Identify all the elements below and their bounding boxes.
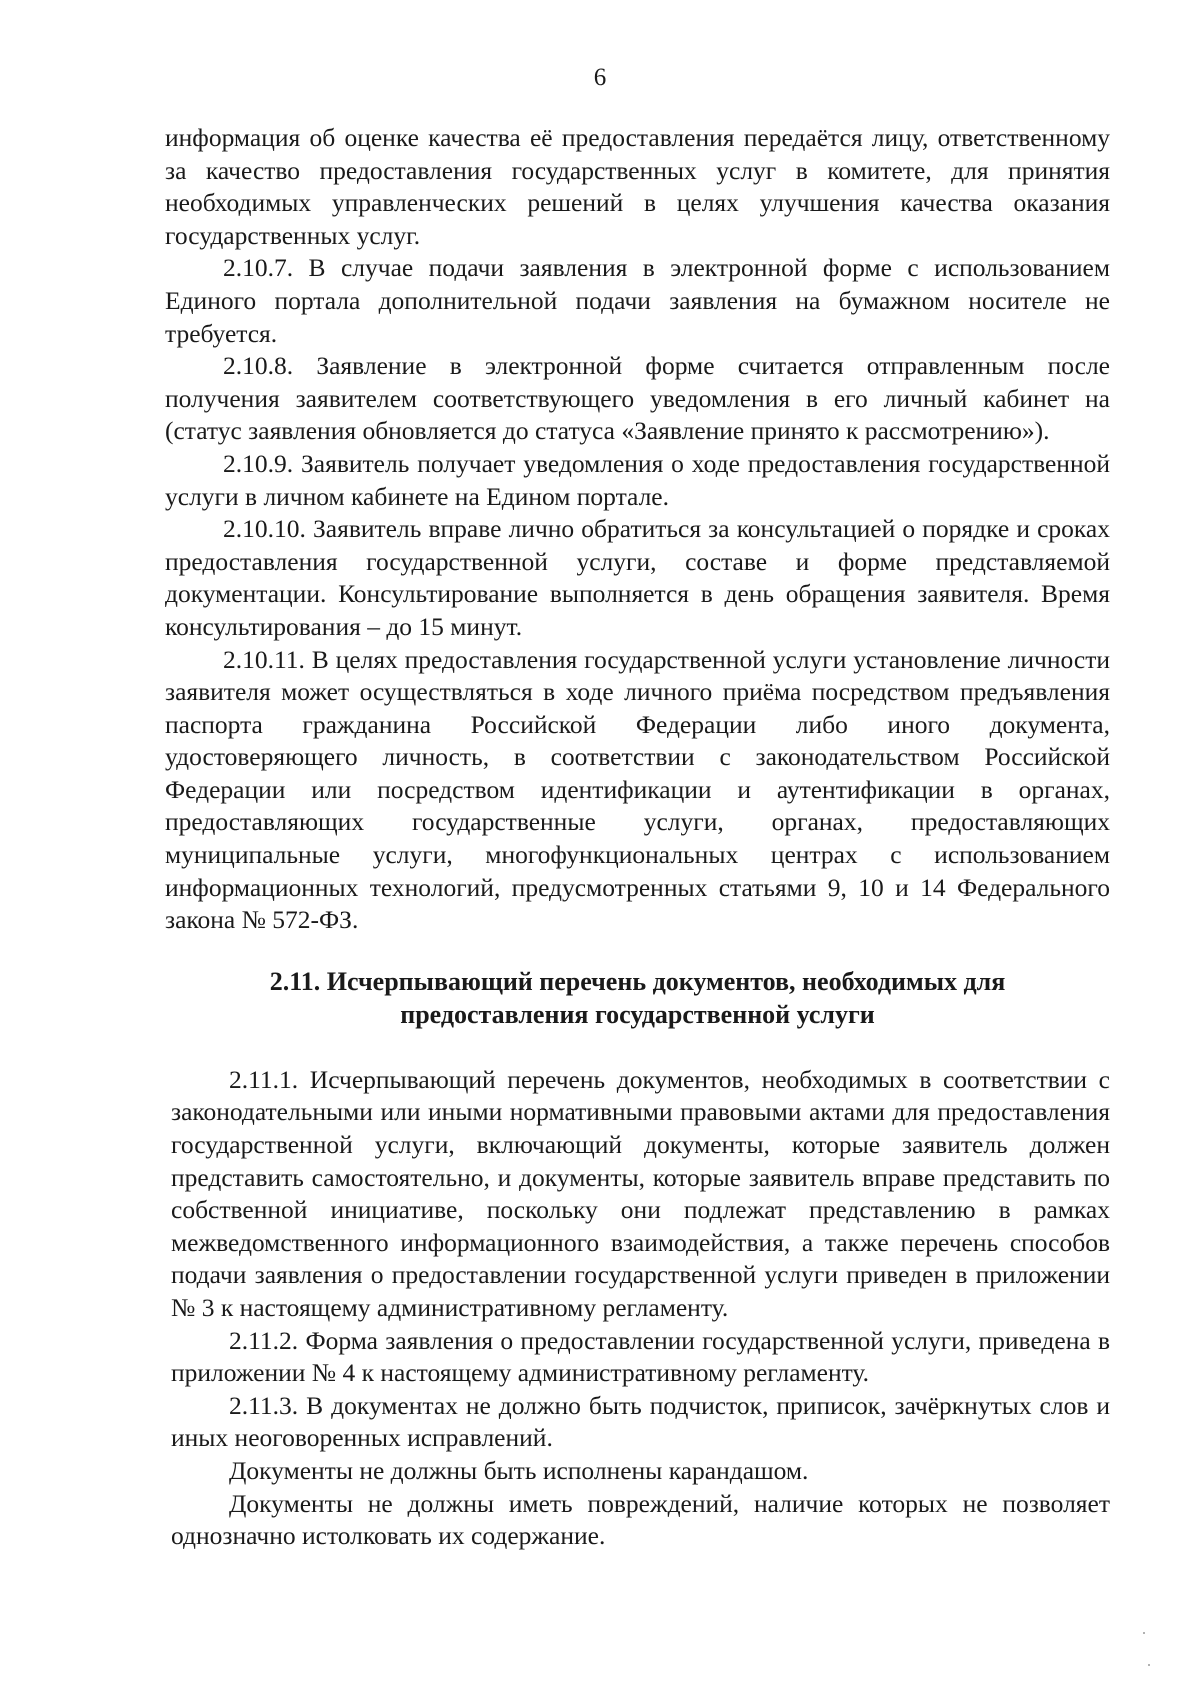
section-heading-2-11: 2.11. Исчерпывающий перечень документов, необходимых для предоставления государственной услуги [269, 966, 1006, 1029]
paragraph-damage-rule: Документы не должны иметь повреждений, наличие которых не позволяет однозначно истолковать их содержание. [171, 1488, 1110, 1551]
scan-artifact-dot [1143, 1632, 1145, 1634]
paragraph-2-10-9: 2.10.9. Заявитель получает уведомления о ходе предоставления государственной услуги в личном кабинете на Едином портале. [165, 448, 1110, 511]
section-2-11-body [171, 1064, 1110, 1553]
scan-artifact-dot [1148, 1664, 1150, 1666]
paragraph-continuation: информация об оценке качества её предоставления передаётся лицу, ответственному за качество предоставления государственных услуг в комитете, для принятия необходимых управленческих решений в целях улучшения качества оказания государственных услуг. [165, 123, 1110, 250]
paragraph-2-10-11: 2.10.11. В целях предоставления государственной услуги установление личности заявителя может осуществляться в ходе личного приёма посредством предъявления паспорта гражданина Российской Федерации либо иного документа, удостоверяющего личность, в соответствии с законодательством Российской Федерации или посредством идентификации и аутентификации в органах, предоставляющих государственные услуги, органах, предоставляющих муниципальные услуги, многофункциональных центрах с использованием информационных технологий, предусмотренных статьями 9, 10 и 14 Федерального закона № 572-ФЗ. [165, 644, 1110, 935]
paragraph-pencil-rule: Документы не должны быть исполнены карандашом. [229, 1455, 809, 1485]
paragraph-2-11-1: 2.11.1. Исчерпывающий перечень документов, необходимых в соответствии с законодательными или иными нормативными правовыми актами для предоставления государственной услуги, включающий документы, которые заявитель должен представить самостоятельно, и документы, которые заявитель вправе представить по собственной инициативе, поскольку они подлежат представлению в рамках межведомственного информационного взаимодействия, а также перечень способов подачи заявления о предоставлении государственной услуги приведен в приложении № 3 к настоящему административному регламенту. [171, 1064, 1110, 1322]
paragraph-2-11-3: 2.11.3. В документах не должно быть подчисток, приписок, зачёркнутых слов и иных неоговоренных исправлений. [171, 1390, 1110, 1453]
document-body [165, 122, 1110, 1553]
paragraph-2-10-10: 2.10.10. Заявитель вправе лично обратиться за консультацией о порядке и сроках предоставления государственной услуги, составе и форме представляемой документации. Консультирование выполняется в день обращения заявителя. Время консультирования – до 15 минут. [165, 514, 1110, 641]
page-number: 6 [593, 64, 607, 91]
paragraph-2-10-8: 2.10.8. Заявление в электронной форме считается отправленным после получения заявителем соответствующего уведомления в его личный кабинет на (статус заявления обновляется до статуса «Заявление принято к рассмотрению»). [165, 351, 1110, 446]
paragraph-2-11-2: 2.11.2. Форма заявления о предоставлении государственной услуги, приведена в приложении № 4 к настоящему административному регламенту. [171, 1325, 1110, 1388]
paragraph-2-10-7: 2.10.7. В случае подачи заявления в электронной форме с использованием Единого портала дополнительной подачи заявления на бумажном носителе не требуется. [165, 253, 1110, 348]
